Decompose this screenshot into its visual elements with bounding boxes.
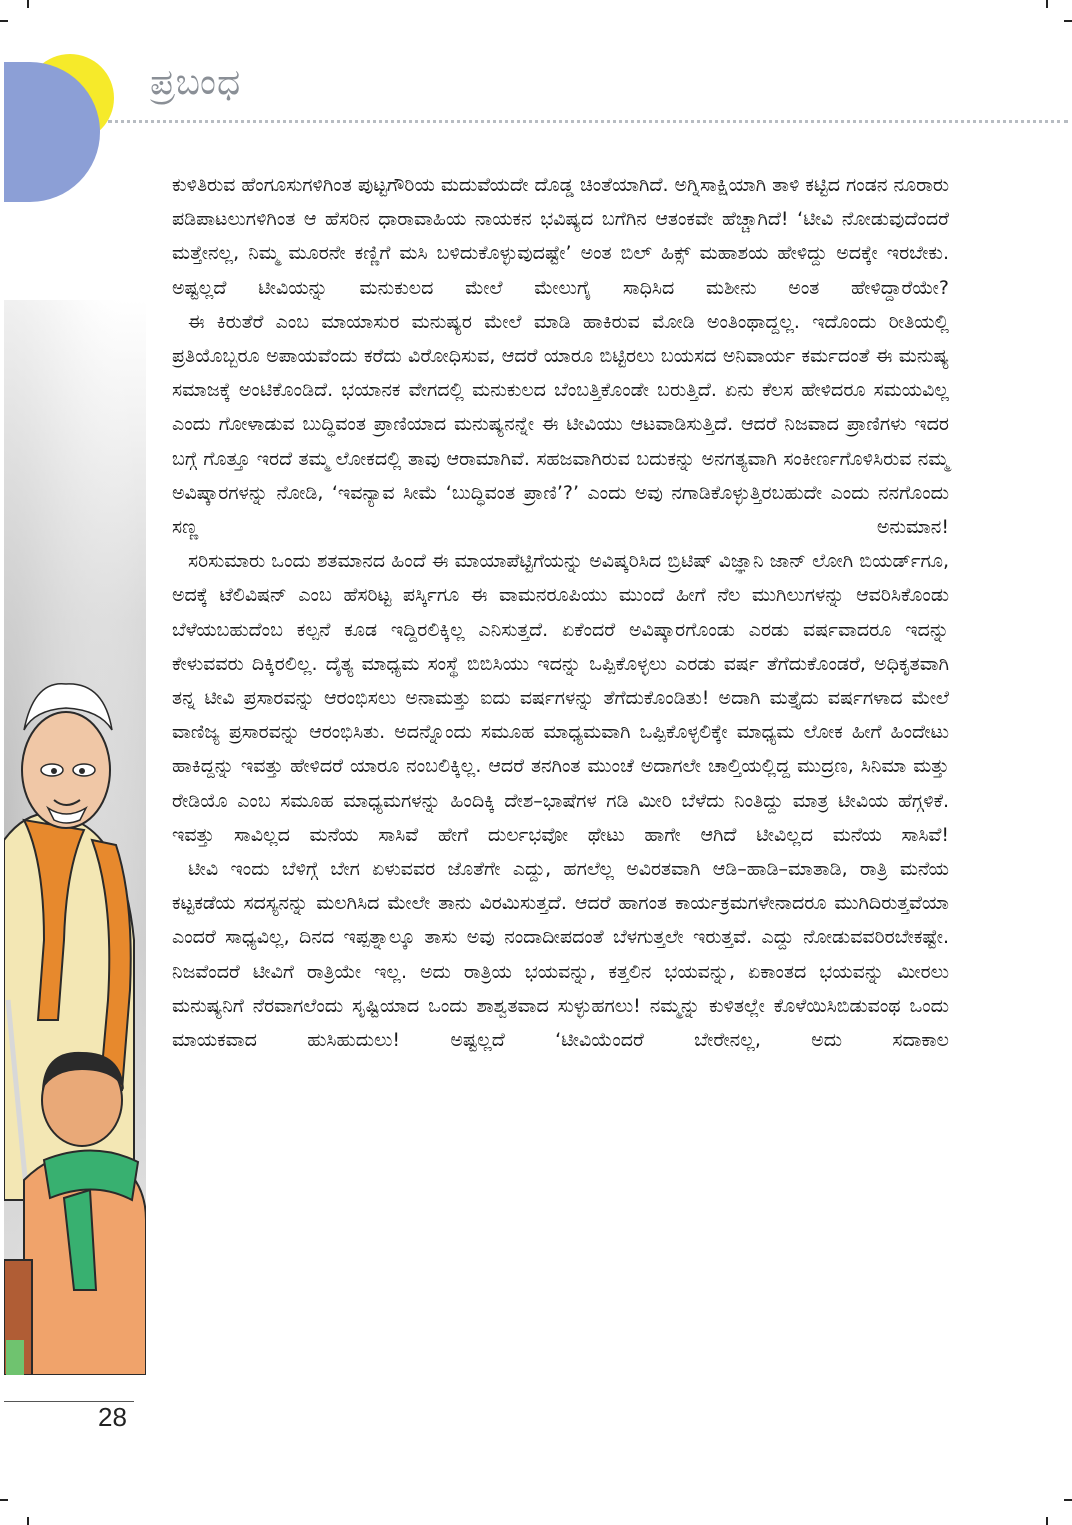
crop-mark-top-left — [27, 0, 29, 8]
crop-mark-top-right — [1046, 0, 1048, 8]
crop-mark-top-left-h — [0, 20, 8, 22]
crop-mark-bottom-right-h — [1064, 1499, 1072, 1501]
paragraph-1: ಕುಳಿತಿರುವ ಹೆಂಗೂಸುಗಳಿಗಿಂತ ಪುಟ್ಟಗೌರಿಯ ಮದುವೆಯದೇ ದೊಡ್ಡ ಚಿಂತೆಯಾಗಿದೆ. ಅಗ್ನಿಸಾಕ್ಷಿಯಾಗಿ ತಾಳಿ ಕಟ್ಟಿದ ಗಂಡನ ನೂರಾರು ಪಡಿಪಾಟಲುಗಳಿಗಿಂತ ಆ ಹೆಸರಿನ ಧಾರಾವಾಹಿಯ ನಾಯಕನ ಭವಿಷ್ಯದ ಬಗೆಗಿನ ಆತಂಕವೇ ಹೆಚ್ಚಾಗಿದೆ! ‘ಟೀವಿ ನೋಡುವುದೆಂದರೆ ಮತ್ತೇನಲ್ಲ, ನಿಮ್ಮ ಮೂರನೇ ಕಣ್ಣಿಗೆ ಮಸಿ ಬಳಿದುಕೊಳ್ಳುವುದಷ್ಟೇ’ ಅಂತ ಬಿಲ್ ಹಿಕ್ಸ್ ಮಹಾಶಯ ಹೇಳಿದ್ದು ಅದಕ್ಕೇ ಇರಬೇಕು. ಅಷ್ಟಲ್ಲದೆ ಟೀವಿಯನ್ನು ಮನುಕುಲದ ಮೇಲೆ ಮೇಲುಗೈ ಸಾಧಿಸಿದ ಮಶೀನು ಅಂತ ಹೇಳಿದ್ದಾರೆಯೇ? — [172, 174, 949, 299]
crop-mark-top-right-h — [1064, 20, 1072, 22]
paragraph-2: ಈ ಕಿರುತೆರೆ ಎಂಬ ಮಾಯಾಸುರ ಮನುಷ್ಯರ ಮೇಲೆ ಮಾಡಿ ಹಾಕಿರುವ ಮೋಡಿ ಅಂತಿಂಥಾದ್ದಲ್ಲ. ಇದೊಂದು ರೀತಿಯಲ್ಲಿ ಪ್ರತಿಯೊಬ್ಬರೂ ಅಪಾಯವೆಂದು ಕರೆದು ವಿರೋಧಿಸುವ, ಆದರೆ ಯಾರೂ ಬಿಟ್ಟಿರಲು ಬಯಸದ ಅನಿವಾರ್ಯ ಕರ್ಮದಂತೆ ಈ ಮನುಷ್ಯ ಸಮಾಜಕ್ಕೆ ಅಂಟಿಕೊಂಡಿದೆ. ಭಯಾನಕ ವೇಗದಲ್ಲಿ ಮನುಕುಲದ ಬೆಂಬತ್ತಿಕೊಂಡೇ ಬರುತ್ತಿದೆ. ಏನು ಕೆಲಸ ಹೇಳಿದರೂ ಸಮಯವಿಲ್ಲ ಎಂದು ಗೋಳಾಡುವ ಬುದ್ಧಿವಂತ ಪ್ರಾಣಿಯಾದ ಮನುಷ್ಯನನ್ನೇ ಈ ಟೀವಿಯು ಆಟವಾಡಿಸುತ್ತಿದೆ. ಆದರೆ ನಿಜವಾದ ಪ್ರಾಣಿಗಳು ಇದರ ಬಗ್ಗೆ ಗೊತ್ತೂ ಇರದೆ ತಮ್ಮ ಲೋಕದಲ್ಲಿ ತಾವು ಆರಾಮಾಗಿವೆ. ಸಹಜವಾಗಿರುವ ಬದುಕನ್ನು ಅನಗತ್ಯವಾಗಿ ಸಂಕೀರ್ಣಗೊಳಿಸಿರುವ ನಮ್ಮ ಅವಿಷ್ಕಾರಗಳನ್ನು ನೋಡಿ, ‘ಇವನ್ಯಾವ ಸೀಮೆ ‘ಬುದ್ಧಿವಂತ ಪ್ರಾಣಿ’?’ ಎಂದು ಅವು ನಗಾಡಿಕೊಳ್ಳುತ್ತಿರಬಹುದೇ ಎಂದು ನನಗೊಂದು ಸಣ್ಣ ಅನುಮಾನ! — [172, 310, 949, 539]
crop-mark-bottom-right — [1046, 1517, 1048, 1525]
paragraph-4: ಟೀವಿ ಇಂದು ಬೆಳಿಗ್ಗೆ ಬೇಗ ಏಳುವವರ ಜೊತೆಗೇ ಎದ್ದು, ಹಗಲೆಲ್ಲ ಅವಿರತವಾಗಿ ಆಡಿ–ಹಾಡಿ–ಮಾತಾಡಿ, ರಾತ್ರಿ ಮನೆಯ ಕಟ್ಟಕಡೆಯ ಸದಸ್ಯನನ್ನು ಮಲಗಿಸಿದ ಮೇಲೇ ತಾನು ವಿರಮಿಸುತ್ತದೆ. ಆದರೆ ಹಾಗಂತ ಕಾರ್ಯಕ್ರಮಗಳೇನಾದರೂ ಮುಗಿದಿರುತ್ತವೆಯಾ ಎಂದರೆ ಸಾಧ್ಯವಿಲ್ಲ, ದಿನದ ಇಪ್ಪತ್ನಾಲ್ಕೂ ತಾಸು ಅವು ನಂದಾದೀಪದಂತೆ ಬೆಳಗುತ್ತಲೇ ಇರುತ್ತವೆ. ಎದ್ದು ನೋಡುವವರಿರಬೇಕಷ್ಟೇ. ನಿಜವೆಂದರೆ ಟೀವಿಗೆ ರಾತ್ರಿಯೇ ಇಲ್ಲ. ಅದು ರಾತ್ರಿಯ ಭಯವನ್ನು, ಕತ್ತಲಿನ ಭಯವನ್ನು, ಏಕಾಂತದ ಭಯವನ್ನು ಮೀರಲು ಮನುಷ್ಯನಿಗೆ ನೆರವಾಗಲೆಂದು ಸೃಷ್ಟಿಯಾದ ಒಂದು ಶಾಶ್ವತವಾದ ಸುಳ್ಳುಹಗಲು! ನಮ್ಮನ್ನು ಕುಳಿತಲ್ಲೇ ಕೊಳೆಯಿಸಿಬಿಡುವಂಥ ಒಂದು ಮಾಯಕವಾದ ಹುಸಿಹುದುಲು! ಅಷ್ಟಲ್ಲದೆ ‘ಟೀವಿಯೆಂದರೆ ಬೇರೇನಲ್ಲ, ಅದು ಸದಾಕಾಲ — [172, 858, 949, 1052]
section-title: ಪ್ರಬಂಧ — [150, 62, 242, 103]
crop-mark-bottom-left — [27, 1517, 29, 1525]
page-number: 28 — [98, 1402, 127, 1432]
crop-mark-bottom-left-h — [0, 1499, 8, 1501]
paragraph-3: ಸರಿಸುಮಾರು ಒಂದು ಶತಮಾನದ ಹಿಂದೆ ಈ ಮಾಯಾಪೆಟ್ಟಿಗೆಯನ್ನು ಅವಿಷ್ಕರಿಸಿದ ಬ್ರಿಟಿಷ್ ವಿಜ್ಞಾನಿ ಜಾನ್ ಲೋಗಿ ಬಿಯರ್ಡ್‌ಗೂ, ಅದಕ್ಕೆ ಟೆಲಿವಿಷನ್ ಎಂಬ ಹೆಸರಿಟ್ಟ ಪರ್ಸ್ಕಿಗೂ ಈ ವಾಮನರೂಪಿಯು ಮುಂದೆ ಹೀಗೆ ನೆಲ ಮುಗಿಲುಗಳನ್ನು ಆವರಿಸಿಕೊಂಡು ಬೆಳೆಯಬಹುದೆಂಬ ಕಲ್ಪನೆ ಕೂಡ ಇದ್ದಿರಲಿಕ್ಕಿಲ್ಲ ಎನಿಸುತ್ತದೆ. ಏಕೆಂದರೆ ಅವಿಷ್ಕಾರಗೊಂಡು ಎರಡು ವರ್ಷವಾದರೂ ಇದನ್ನು ಕೇಳುವವರು ದಿಕ್ಕಿರಲಿಲ್ಲ. ದೈತ್ಯ ಮಾಧ್ಯಮ ಸಂಸ್ಥೆ ಬಿಬಿಸಿಯು ಇದನ್ನು ಒಪ್ಪಿಕೊಳ್ಳಲು ಎರಡು ವರ್ಷ ತೆಗೆದುಕೊಂಡರೆ, ಅಧಿಕೃತವಾಗಿ ತನ್ನ ಟೀವಿ ಪ್ರಸಾರವನ್ನು ಆರಂಭಿಸಲು ಅನಾಮತ್ತು ಐದು ವರ್ಷಗಳನ್ನು ತೆಗೆದುಕೊಂಡಿತು! ಅದಾಗಿ ಮತ್ತೈದು ವರ್ಷಗಳಾದ ಮೇಲೆ ವಾಣಿಜ್ಯ ಪ್ರಸಾರವನ್ನು ಆರಂಭಿಸಿತು. ಅದನ್ನೊಂದು ಸಮೂಹ ಮಾಧ್ಯಮವಾಗಿ ಒಪ್ಪಿಕೊಳ್ಳಲಿಕ್ಕೇ ಮಾಧ್ಯಮ ಲೋಕ ಹೀಗೆ ಹಿಂದೇಟು ಹಾಕಿದ್ದನ್ನು ಇವತ್ತು ಹೇಳಿದರೆ ಯಾರೂ ನಂಬಲಿಕ್ಕಿಲ್ಲ. ಆದರೆ ತನಗಿಂತ ಮುಂಚೆ ಅದಾಗಲೇ ಚಾಲ್ತಿಯಲ್ಲಿದ್ದ ಮುದ್ರಣ, ಸಿನಿಮಾ ಮತ್ತು ರೇಡಿಯೊ ಎಂಬ ಸಮೂಹ ಮಾಧ್ಯಮಗಳನ್ನು ಹಿಂದಿಕ್ಕಿ ದೇಶ–ಭಾಷೆಗಳ ಗಡಿ ಮೀರಿ ಬೆಳೆದು ನಿಂತಿದ್ದು ಮಾತ್ರ ಟೀವಿಯ ಹೆಗ್ಗಳಿಕೆ. ಇವತ್ತು ಸಾವಿಲ್ಲದ ಮನೆಯ ಸಾಸಿವೆ ಹೇಗೆ ದುರ್ಲಭವೋ ಥೇಟು ಹಾಗೇ ಆಗಿದೆ ಟೀವಿಲ್ಲದ ಮನೆಯ ಸಾಸಿವೆ! — [172, 550, 949, 846]
header-dotted-rule — [108, 120, 1068, 123]
illustration-tv-viewers — [4, 300, 146, 1375]
essay-body — [172, 168, 949, 1057]
